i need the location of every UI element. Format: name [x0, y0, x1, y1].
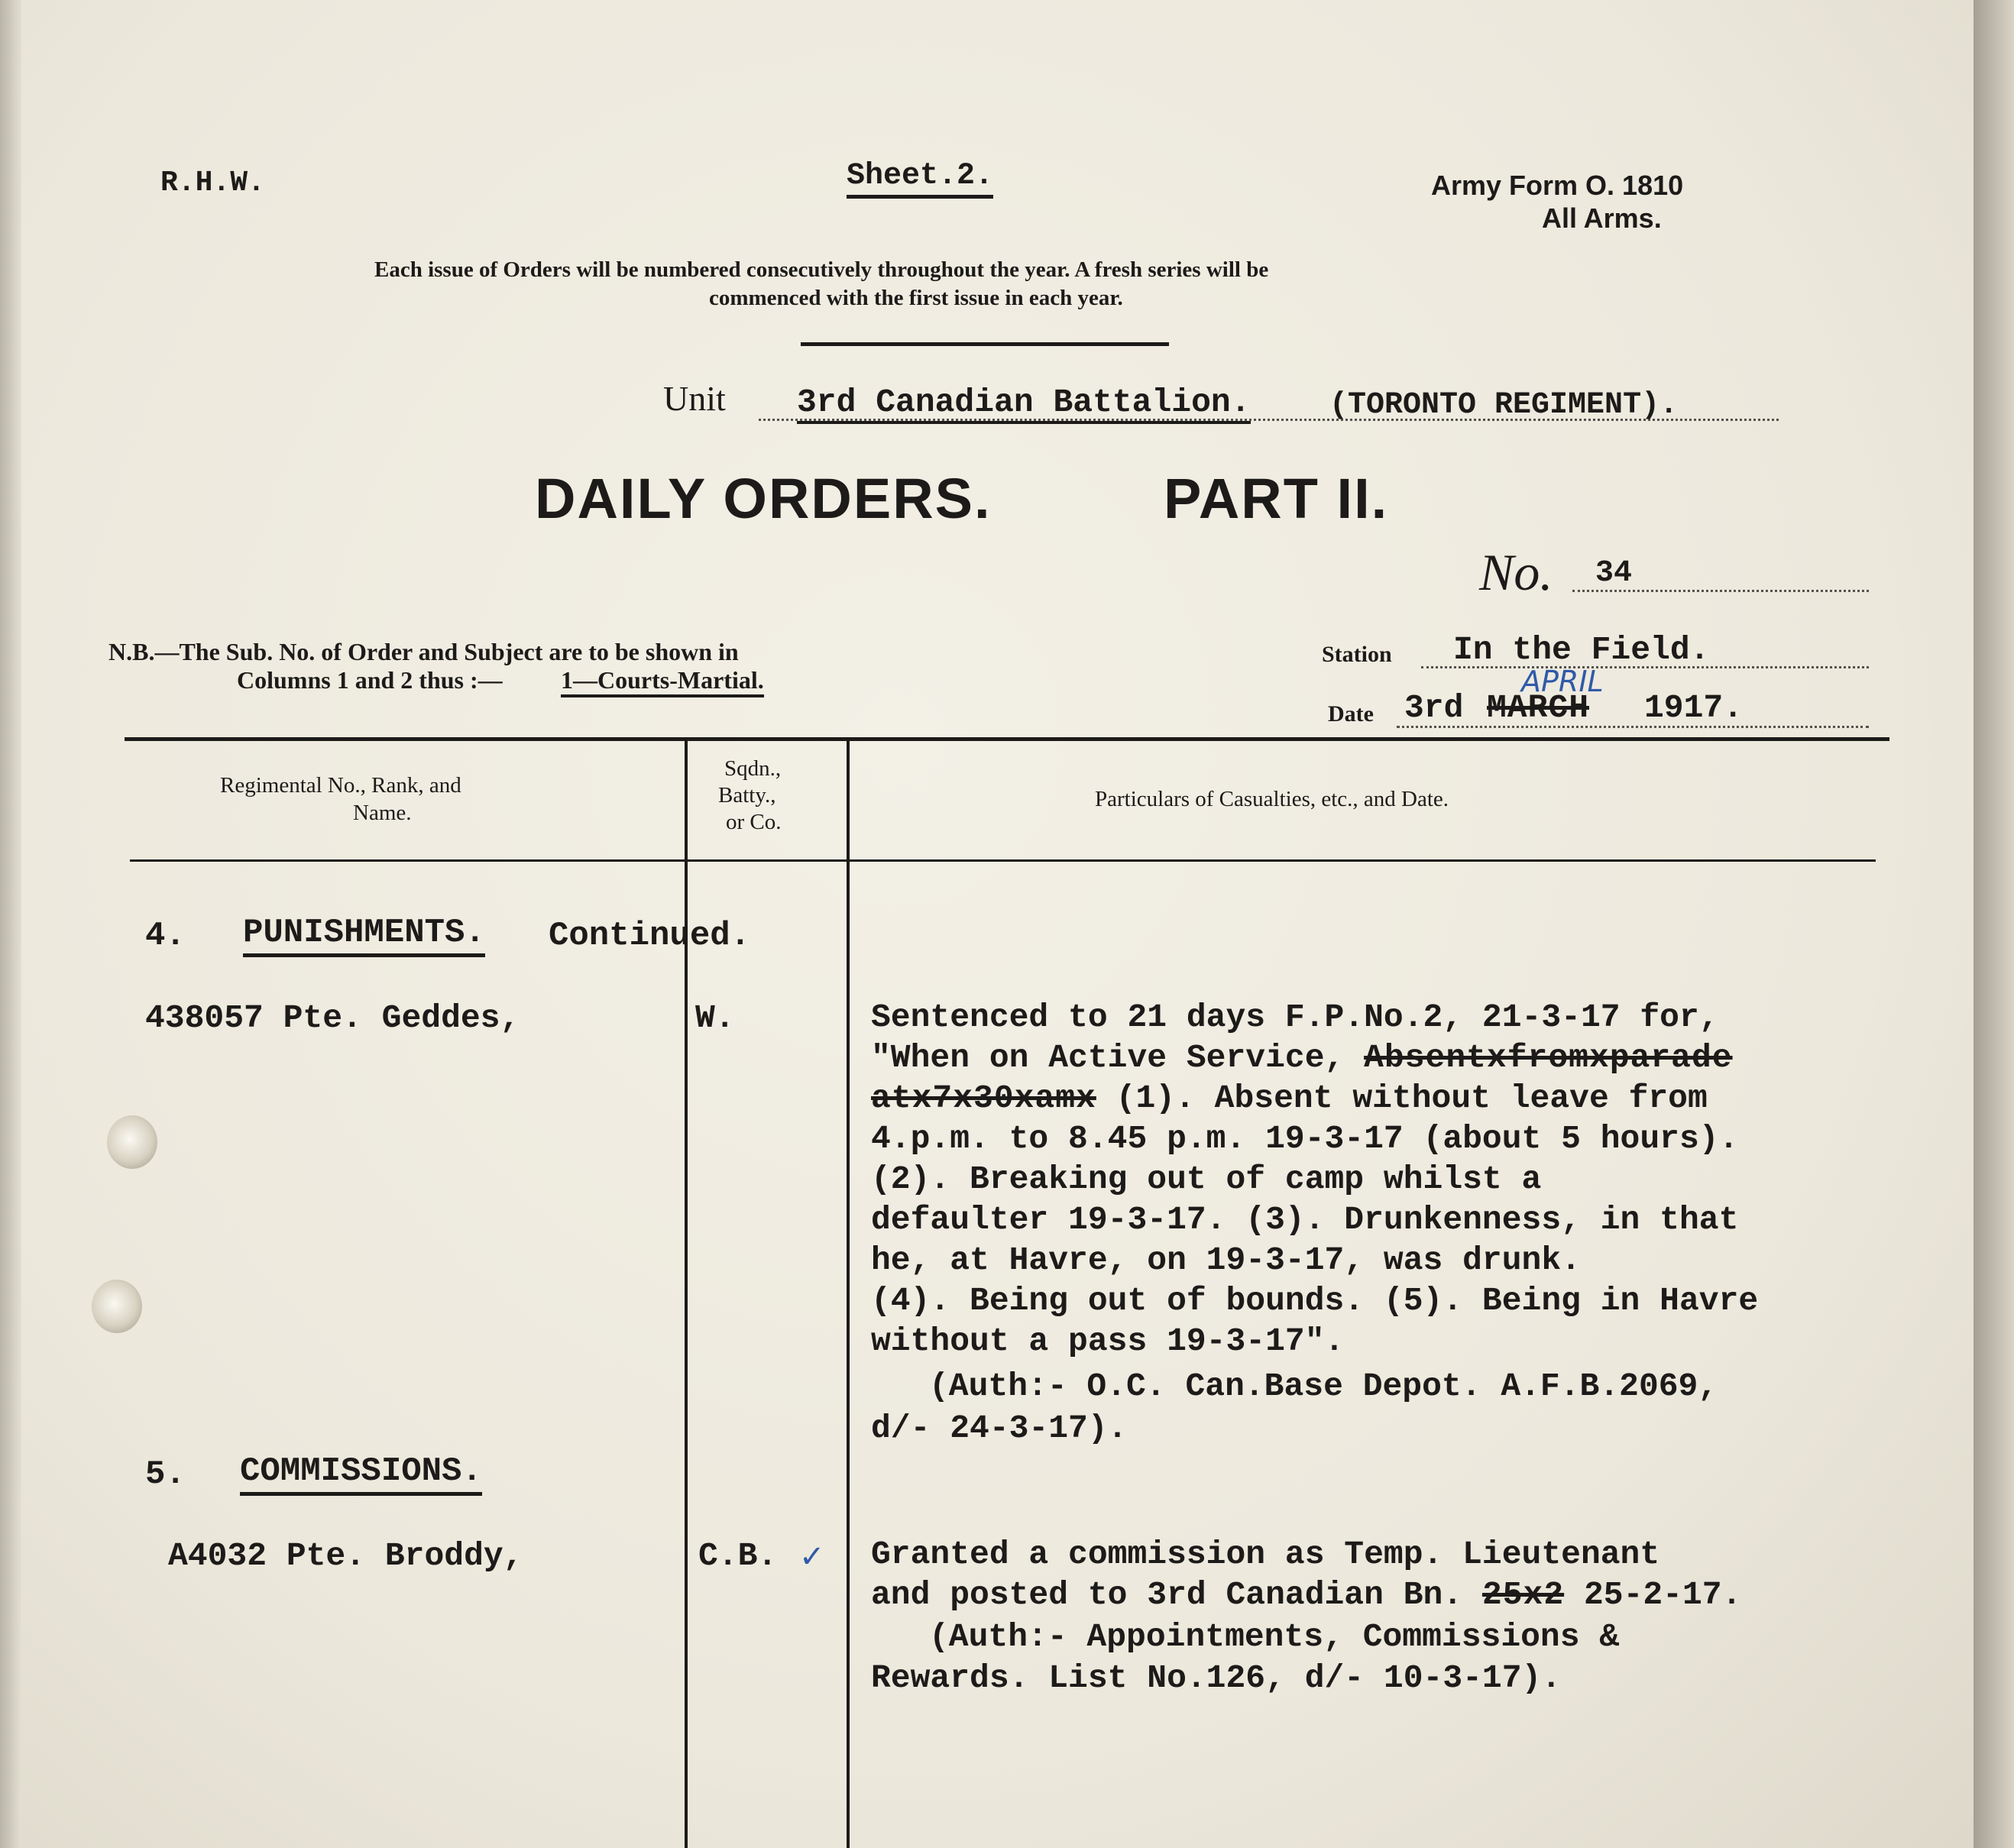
- unit-suffix: (TORONTO REGIMENT).: [1329, 388, 1679, 422]
- entry-2-auth-line-1: (Auth:- Appointments, Commissions &: [929, 1618, 1620, 1655]
- nb-line-2-prefix: Columns 1 and 2 thus :—: [237, 666, 503, 694]
- entry-1-line-8: (4). Being out of bounds. (5). Being in Havre: [871, 1282, 1759, 1319]
- entry-2-line-2-text: and posted to 3rd Canadian Bn.: [871, 1576, 1482, 1613]
- entry-1-line-5: (2). Breaking out of camp whilst a: [871, 1160, 1542, 1198]
- entry-1-company: W.: [695, 999, 735, 1037]
- date-month-correction: APRIL: [1521, 665, 1604, 698]
- unit-label: Unit: [663, 379, 726, 418]
- form-arms: All Arms.: [1542, 202, 1662, 234]
- sheet-number: Sheet.2.: [847, 159, 993, 199]
- entry-1-line-2-text: "When on Active Service,: [871, 1039, 1365, 1076]
- entry-2-company: C.B.: [698, 1537, 778, 1575]
- punch-hole-upper: [107, 1115, 157, 1169]
- order-number-value: 34: [1595, 556, 1633, 591]
- entry-1-line-6: defaulter 19-3-17. (3). Drunkenness, in that: [871, 1201, 1739, 1238]
- entry-1-line-3: [871, 1078, 1708, 1118]
- adjacent-page-edge: [0, 0, 23, 1848]
- entry-1-struck-text: Absentxfromxparade: [1364, 1039, 1733, 1076]
- unit-value: 3rd Canadian Battalion.: [797, 384, 1251, 424]
- column-header-1-line-2: Name.: [353, 801, 412, 825]
- section-4-suffix: Continued.: [549, 917, 751, 955]
- date-year: 1917.: [1644, 689, 1744, 727]
- notice-line-1: Each issue of Orders will be numbered consecutively throughout the year. A fresh series will be: [374, 257, 1269, 282]
- entry-2-name: A4032 Pte. Broddy,: [168, 1537, 523, 1575]
- station-label: Station: [1322, 642, 1392, 667]
- initials: R.H.W.: [160, 167, 265, 199]
- binder-edge: [1970, 0, 2014, 1848]
- header-divider: [801, 342, 1169, 346]
- punch-hole-lower: [92, 1280, 142, 1333]
- form-number: Army Form O. 1810: [1431, 170, 1684, 201]
- entry-2-line-2-date: 25-2-17.: [1564, 1576, 1742, 1613]
- entry-1-line-2: [871, 1037, 1733, 1078]
- entry-2-tick: ✓: [799, 1539, 825, 1575]
- section-5-number: 5.: [145, 1455, 186, 1494]
- entry-2-line-1: Granted a commission as Temp. Lieutenant: [871, 1536, 1660, 1573]
- column-divider-2: [847, 740, 850, 1848]
- document-sheet: [21, 0, 1974, 1848]
- entry-2-struck-text: 25x2: [1481, 1576, 1565, 1613]
- column-header-2-line-2: Batty.,: [718, 783, 776, 807]
- date-label: Date: [1328, 701, 1374, 727]
- date-month-struck: MARCH: [1487, 689, 1590, 727]
- entry-1-struck-text-2: atx7x30xamx: [871, 1079, 1096, 1117]
- column-header-3: Particulars of Casualties, etc., and Date.: [1095, 787, 1449, 811]
- entry-1-auth-line-1: (Auth:- O.C. Can.Base Depot. A.F.B.2069,: [929, 1367, 1718, 1405]
- order-number-label: No.: [1479, 543, 1553, 601]
- entry-1-line-3-text: (1). Absent without leave from: [1096, 1079, 1708, 1117]
- section-4-title: PUNISHMENTS.: [243, 914, 485, 957]
- column-header-2-line-3: or Co.: [726, 810, 782, 834]
- date-day: 3rd: [1404, 689, 1464, 727]
- column-header-1-line-1: Regimental No., Rank, and: [220, 773, 461, 798]
- entry-2-line-2: [871, 1575, 1741, 1615]
- notice-line-2: commenced with the first issue in each year.: [709, 286, 1123, 310]
- entry-1-line-7: he, at Havre, on 19-3-17, was drunk.: [871, 1241, 1581, 1279]
- section-4-number: 4.: [145, 917, 186, 955]
- title-part: PART II.: [1164, 467, 1389, 530]
- entry-1-auth-line-2: d/- 24-3-17).: [871, 1409, 1128, 1447]
- column-divider-1: [685, 740, 688, 1848]
- date-dotted-line: [1397, 726, 1869, 728]
- table-header-rule: [130, 859, 1876, 862]
- station-value: In the Field.: [1453, 631, 1710, 668]
- entry-1-line-9: without a pass 19-3-17".: [871, 1322, 1345, 1360]
- table-top-rule: [125, 737, 1889, 741]
- nb-line-2-example: 1—Courts-Martial.: [561, 666, 764, 697]
- entry-2-auth-line-2: Rewards. List No.126, d/- 10-3-17).: [871, 1659, 1562, 1697]
- title-daily-orders: DAILY ORDERS.: [535, 467, 992, 530]
- section-5-title: COMMISSIONS.: [240, 1452, 482, 1496]
- entry-1-line-1: Sentenced to 21 days F.P.No.2, 21-3-17 for,: [871, 998, 1719, 1036]
- nb-line-1: N.B.—The Sub. No. of Order and Subject are to be shown in: [108, 638, 739, 665]
- entry-1-name: 438057 Pte. Geddes,: [145, 999, 520, 1037]
- entry-1-line-4: 4.p.m. to 8.45 p.m. 19-3-17 (about 5 hours).: [871, 1120, 1739, 1157]
- column-header-2-line-1: Sqdn.,: [724, 756, 782, 781]
